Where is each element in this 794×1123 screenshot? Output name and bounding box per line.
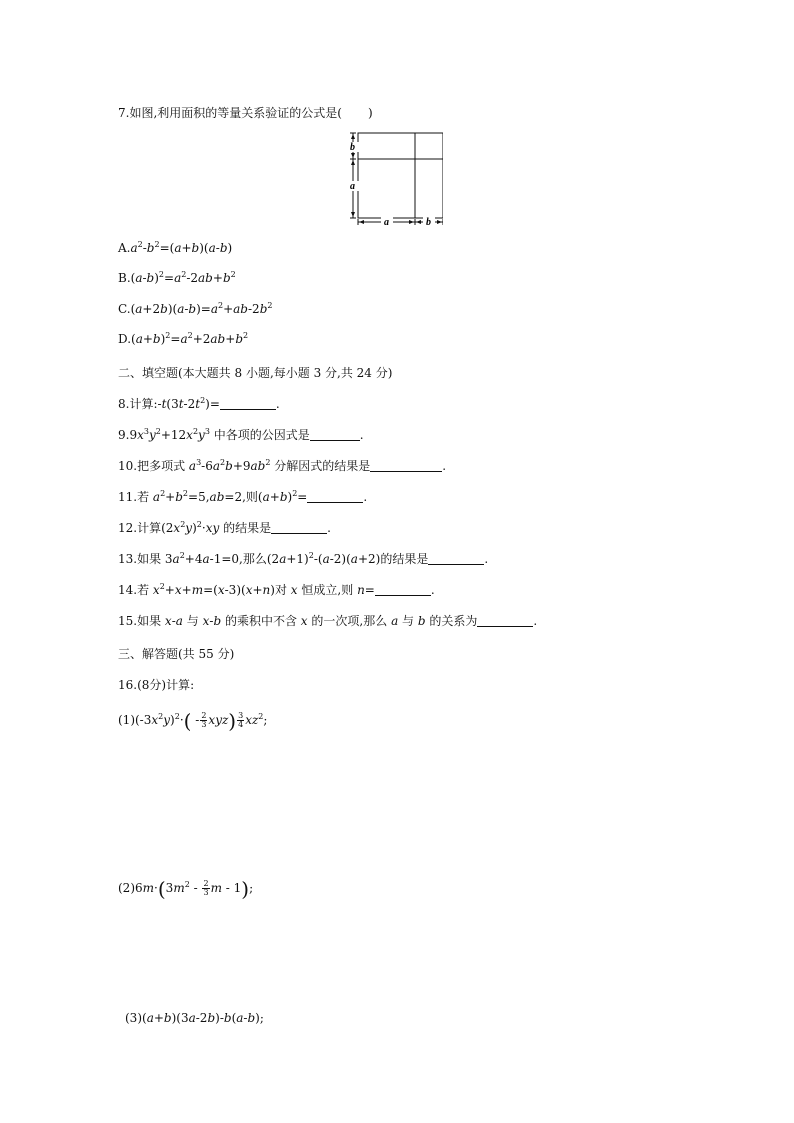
section-2-title: 二、填空题(本大题共 8 小题,每小题 3 分,共 24 分): [118, 366, 393, 380]
q9-label: 9.: [118, 428, 130, 442]
q9-text: 中各项的公因式是: [213, 428, 310, 442]
q14-for: 对: [274, 583, 287, 597]
q7-option-d: $D.(a+b)^2=a^2+2ab+b^2$: [118, 331, 249, 346]
option-b-label: B.: [118, 271, 131, 285]
q13-then: ,那么: [239, 552, 267, 566]
q16-part-1-label: (1): [118, 713, 135, 727]
q16-part-3: (3)(a+b)(3a-2b)-b(a-b);: [125, 1011, 264, 1025]
q10-label: 10.把多项式: [118, 459, 186, 473]
q7-option-c: $C.(a+2b)(a-b)=a^2+ab-2b^2$: [118, 301, 273, 316]
q15-answer-blank[interactable]: [477, 615, 533, 627]
q7-option-a: $A.a^2-b^2=(a+b)(a-b)$: [118, 240, 233, 255]
figure-label-a-bottom: a: [384, 217, 389, 228]
q11-label: 11.若: [118, 490, 150, 504]
q12-label: 12.计算: [118, 521, 162, 535]
question-13: 13.如果 $3a^2+4a-1=0$,那么$(2a+1)^2-(a-2)(a+2)$的结果是 .: [118, 551, 489, 566]
question-9: $9.9x^3y^2+12x^2y^3$ 中各项的公因式是 .: [118, 427, 364, 442]
q13-answer-blank[interactable]: [428, 553, 484, 565]
q15-text-relation: 的关系为: [429, 614, 478, 628]
q15-text-linear: 的一次项,那么: [311, 614, 388, 628]
q16-part-3-label: (3): [125, 1011, 142, 1025]
q11-comma: ,: [205, 490, 210, 504]
q7-area-figure: [343, 128, 443, 228]
option-c-label: C.: [118, 302, 131, 316]
question-15: 15.如果 x-a 与 x-b 的乘积中不含 x 的一次项,那么 a 与 b 的关系为 .: [118, 614, 538, 628]
question-8: 8.计算$:-t(3t-2t^2)=$ .: [118, 396, 280, 411]
q11-answer-blank[interactable]: [307, 491, 363, 503]
question-16-title: 16.(8分)计算:: [118, 678, 195, 692]
q9-answer-blank[interactable]: [310, 429, 360, 441]
option-d-label: D.: [118, 332, 132, 346]
q14-answer-blank[interactable]: [375, 584, 431, 596]
question-11: 11.若 $a^2+b^2=5,ab=2$,则$(a+b)^2=$ .: [118, 489, 368, 504]
section-3-title: 三、解答题(共 55 分): [118, 647, 235, 661]
option-a-label: A.: [118, 241, 131, 255]
q15-label: 15.如果: [118, 614, 162, 628]
q14-text: 恒成立,则: [301, 583, 354, 597]
question-12: 12.计算$(2x^2y)^2\cdot xy$ 的结果是 .: [118, 520, 331, 535]
q16-part-2-label: (2): [118, 881, 135, 895]
question-10: 10.把多项式 $a^3-6a^2b+9ab^2$ 分解因式的结果是 .: [118, 458, 447, 473]
q16-part-2: $(2)6m\cdot(3m^2$ - $\frac{2}{3}$ m - 1);: [118, 877, 254, 901]
q12-text: 的结果是: [223, 521, 272, 535]
figure-label-b-left: b: [350, 142, 355, 153]
figure-label-a-left: a: [350, 181, 355, 192]
figure-label-b-bottom: b: [426, 217, 431, 228]
q10-text: 分解因式的结果是: [274, 459, 371, 473]
q15-and-1: 与: [186, 614, 199, 628]
question-14: 14.若 $x^2+x+m=(x-3)(x+n)$对 x 恒成立,则 n= .: [118, 582, 435, 597]
q15-and-2: 与: [402, 614, 415, 628]
q12-answer-blank[interactable]: [271, 522, 327, 534]
q16-part-1: $(1)(-3x^2y)^2\cdot$( - $\frac{2}{3}$ xyz) $\frac{3}{4}$ $xz^2$;: [118, 709, 268, 733]
q13-text: 的结果是: [380, 552, 429, 566]
q11-then: ,则: [242, 490, 258, 504]
q15-text-product: 的乘积中不含: [224, 614, 297, 628]
q8-answer-blank[interactable]: [220, 398, 276, 410]
q13-label: 13.如果: [118, 552, 162, 566]
q7-stem-text: 7.如图,利用面积的等量关系验证的公式是(: [118, 106, 342, 120]
q7-stem: [118, 106, 373, 120]
q10-answer-blank[interactable]: [370, 460, 442, 472]
q7-stem-close: ): [367, 106, 373, 120]
q8-label: 8.计算:: [118, 397, 158, 411]
q7-option-b: $B.(a-b)^2=a^2-2ab+b^2$: [118, 270, 236, 285]
q14-label: 14.若: [118, 583, 150, 597]
